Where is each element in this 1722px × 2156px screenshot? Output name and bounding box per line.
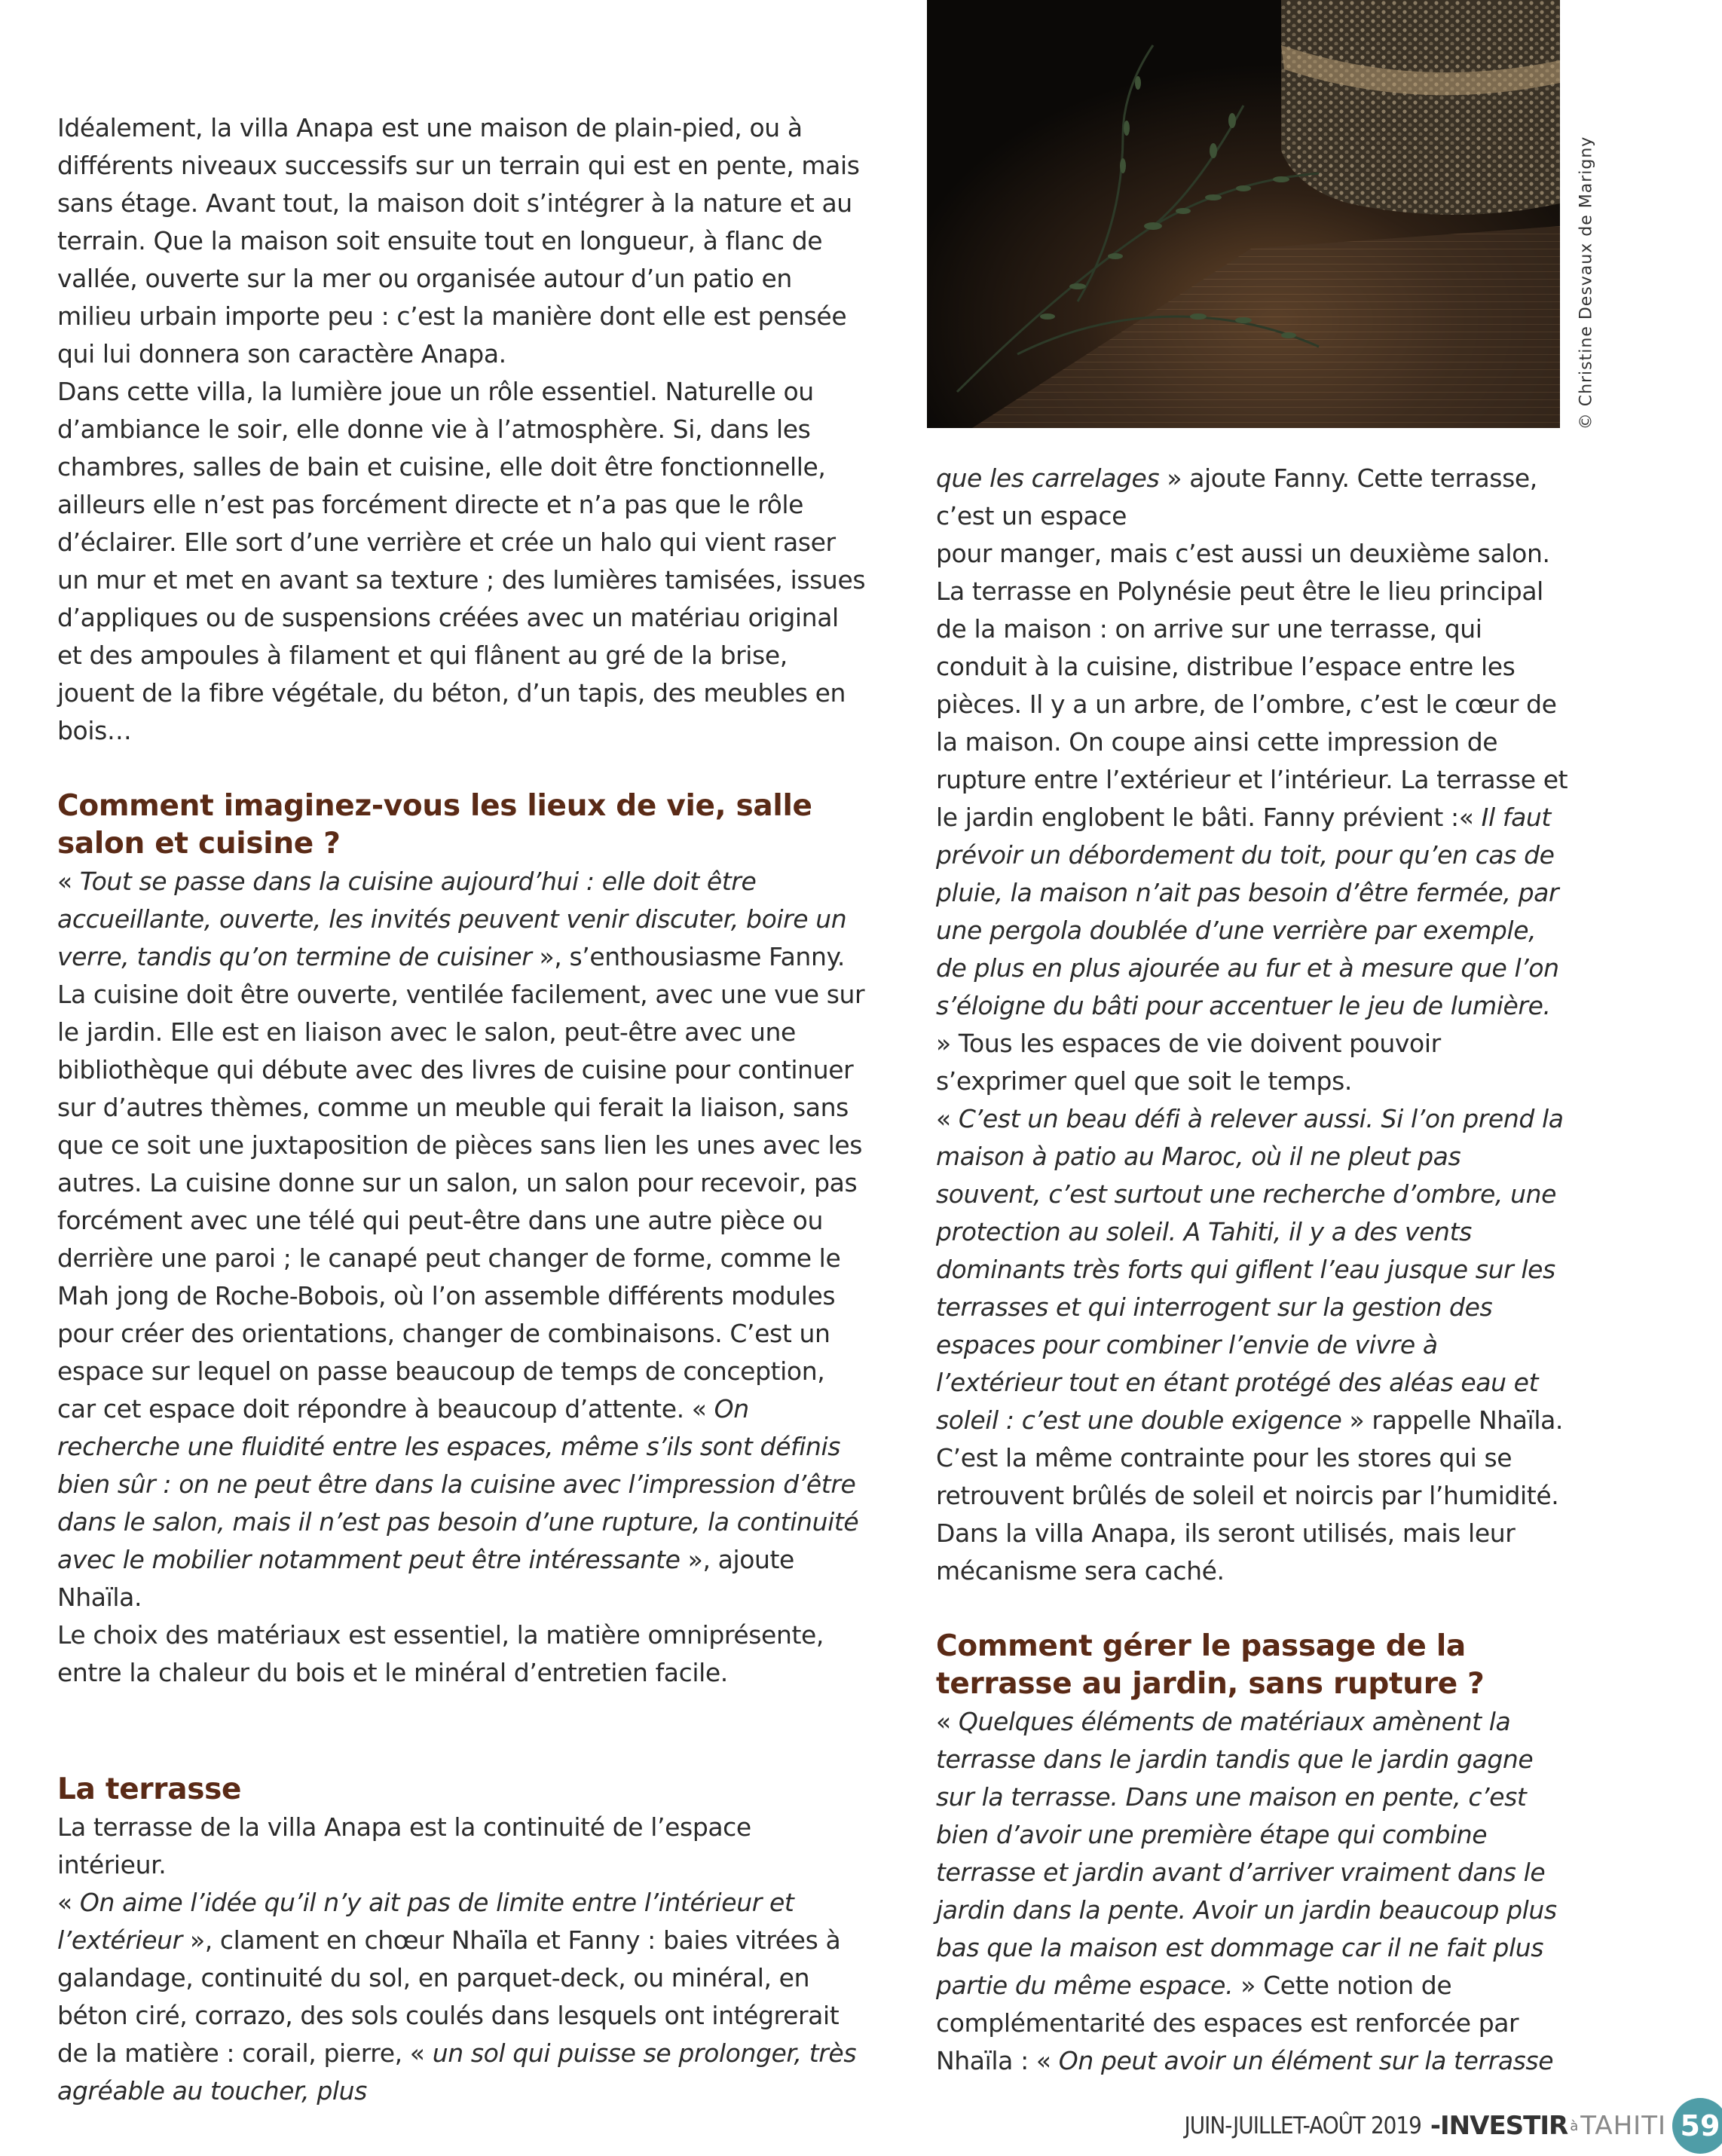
photo-credit: © Christine Desvaux de Marigny xyxy=(1577,136,1596,430)
magazine-name-a: à xyxy=(1570,2118,1579,2134)
paragraph: « Tout se passe dans la cuisine aujourd’hui : elle doit être accueillante, ouverte, les invités peuvent venir discuter, boire un verre, tandis qu’on termine de cuisiner », s’enthousiasme Fanny. La cuisine doit être ouverte, ventilée facilement, avec une vue sur le jardin. Elle est en liaison avec le salon, peut-être avec une bibliothèque qui débute avec des livres de cuisine pour continuer sur d’autres thèmes, comme un meuble qui ferait la liaison, sans que ce soit une juxtaposition de pièces sans lien les unes avec les autres. La cuisine donne sur un salon, un salon pour recevoir, pas forcément avec une télé qui peut-être dans une autre pièce ou derrière une paroi ; le canapé peut changer de forme, comme le Mah jong de Roche-Bobois, où l’on assemble différents modules pour créer des orientations, changer de combinaisons. C’est un espace sur lequel on passe beaucoup de temps de conception, car cet espace doit répondre à beaucoup d’attente. « On recherche une fluidité entre les espaces, même s’ils sont définis bien sûr : on ne peut être dans la cuisine avec l’impression d’être dans le salon, mais il n’est pas besoin d’une rupture, la continuité avec le mobilier notamment peut être intéressante », ajoute Nhaïla. xyxy=(57,867,865,1612)
paragraph: Dans cette villa, la lumière joue un rôle essentiel. Naturelle ou d’ambiance le soir, elle donne vie à l’atmosphère. Si, dans les chambres, salles de bain et cuisine, elle doit être fonctionnelle, ailleurs elle n’est pas forcément directe et n’a pas que le rôle d’éclairer. Elle sort d’une verrière et crée un halo qui vient raser un mur et met en avant sa texture ; des lumières tamisées, issues d’appliques ou de suspensions créées avec un matériau original et des ampoules à filament et qui flânent au gré de la brise, jouent de la fibre végétale, du béton, d’un tapis, des meubles en bois… xyxy=(57,377,866,745)
paragraph: « Quelques éléments de matériaux amènent la terrasse dans le jardin tandis que le jardin gagne sur la terrasse. Dans une maison en pente, c’est bien d’avoir une première étape qui combine terrasse et jardin avant d’arriver vraiment dans le jardin dans la pente. Avoir un jardin beaucoup plus bas que la maison est dommage car il ne fait plus partie du même espace. » Cette notion de complémentarité des espaces est renforcée par Nhaïla : « On peut avoir un élément sur la terrasse xyxy=(936,1707,1557,2075)
paragraph: « On aime l’idée qu’il n’y ait pas de limite entre l’intérieur et l’extérieur », clament en chœur Nhaïla et Fanny : baies vitrées à galandage, continuité du sol, en parquet-deck, ou minéral, en béton ciré, corrazo, des sols coulés dans lesquels ont intégrerait de la matière : corail, pierre, « un sol qui puisse se prolonger, très agréable au toucher, plus xyxy=(57,1888,857,2106)
paragraph: La terrasse en Polynésie peut être le lieu principal de la maison : on arrive sur une terrasse, qui conduit à la cuisine, distribue l’espace entre les pièces. Il y a un arbre, de l’ombre, c’est le cœur de la maison. On coupe ainsi cette impression de rupture entre l’extérieur et l’intérieur. La terrasse et le jardin englobent le bâti. Fanny prévient :« Il faut prévoir un débordement du toit, pour qu’en cas de pluie, la maison n’ait pas besoin d’être fermée, par une pergola doublée d’une verrière par exemple, de plus en plus ajourée au fur et à mesure que l’on s’éloigne du bâti pour accentuer le jeu de lumière. » Tous les espaces de vie doivent pouvoir s’exprimer quel que soit le temps. xyxy=(936,576,1568,1096)
paragraph: Le choix des matériaux est essentiel, la matière omniprésente, entre la chaleur du bois et le minéral d’entretien facile. xyxy=(57,1620,824,1687)
issue-date: JUIN-JUILLET-AOÛT 2019 xyxy=(1184,2112,1421,2139)
footer-separator: - xyxy=(1430,2111,1441,2141)
section-heading: La terrasse xyxy=(57,1772,242,1806)
paragraph: pour manger, mais c’est aussi un deuxième salon. xyxy=(936,539,1550,568)
paragraph: La terrasse de la villa Anapa est la continuité de l’espace intérieur. xyxy=(57,1812,751,1879)
page-footer xyxy=(1185,2099,1722,2152)
paragraph: « C’est un beau défi à relever aussi. Si l’on prend la maison à patio au Maroc, où il ne pleut pas souvent, c’est surtout une recherche d’ombre, une protection au soleil. A Tahiti, il y a des vents dominants très forts qui giflent l’eau jusque sur les terrasses et qui interrogent sur la gestion des espaces pour combiner l’envie de vivre à l’extérieur tout en étant protégé des aléas eau et soleil : c’est une double exigence » rappelle Nhaïla. C’est la même contrainte pour les stores qui se retrouvent brûlés de soleil et noircis par l’humidité. Dans la villa Anapa, ils seront utilisés, mais leur mécanisme sera caché. xyxy=(936,1104,1564,1586)
magazine-name: INVESTIR xyxy=(1440,2111,1568,2141)
paragraph: Idéalement, la villa Anapa est une maison de plain-pied, ou à différents niveaux successifs sur un terrain qui est en pente, mais sans étage. Avant tout, la maison doit s’intégrer à la nature et au terrain. Que la maison soit ensuite tout en longueur, à flanc de vallée, ouverte sur la mer ou organisée autour d’un patio en milieu urbain importe peu : c’est la manière dont elle est pensée qui lui donnera son caractère Anapa. xyxy=(57,113,860,369)
article-left-column xyxy=(57,109,867,2110)
magazine-name-tahiti: TAHITI xyxy=(1580,2111,1666,2141)
section-heading: Comment imaginez-vous les lieux de vie, salle salon et cuisine ? xyxy=(57,789,812,861)
section-heading: Comment gérer le passage de la terrasse au jardin, sans rupture ? xyxy=(936,1629,1485,1701)
photo-basket-plant-icon xyxy=(927,0,1560,428)
page-number-badge: 59 xyxy=(1672,2098,1722,2154)
paragraph: que les carrelages » ajoute Fanny. Cette terrasse, c’est un espace xyxy=(936,463,1537,531)
article-right-column xyxy=(936,460,1569,2080)
article-photo xyxy=(927,0,1560,428)
